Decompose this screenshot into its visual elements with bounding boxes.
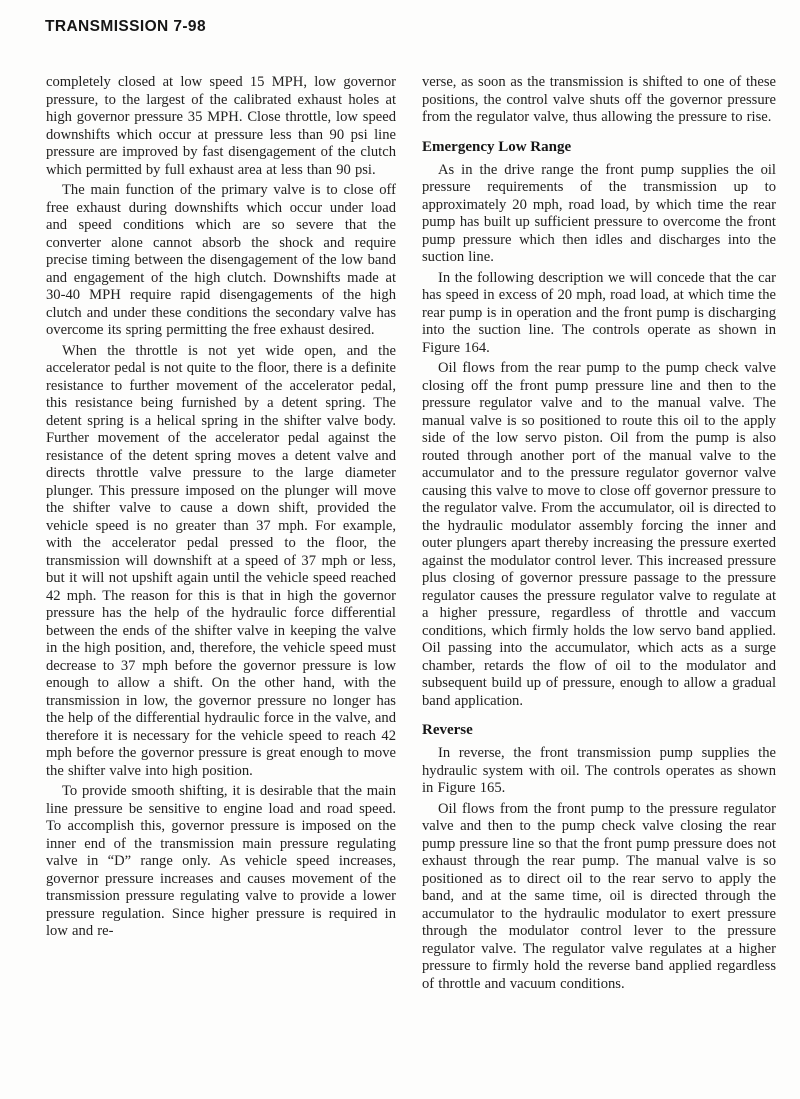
paragraph-smooth-shifting: To provide smooth shifting, it is desirable that the main line pressure be sensitive to engine load and road speed. To accomplish this, governor pressure is imposed on the inner end of the transmission main pressure regulating valve in “D” range only. As vehicle speed increases, governor pressure increases and causes movement of the transmission pressure regulating valve to provide a lower pressure regulation. Since higher pressure is required in low and re- bbox=[46, 783, 396, 939]
paragraph-following-description: In the following description we will concede that the car has speed in excess of 20 mph, road load, at which time the rear pump is in operation and the front pump is discharging into the suction line. The controls operate as shown in Figure 164. bbox=[422, 269, 776, 356]
paragraph-detent-spring: When the throttle is not yet wide open, and the accelerator pedal is not quite to the floor, there is a definite resistance to further movement of the accelerator pedal, this resistance being furnished by a detent spring. The detent spring is a helical spring in the shifter valve body. Further movement of the accelerator pedal against the resistance of the detent spring moves a detent valve and directs throttle valve pressure to the large diameter plunger. This pressure imposed on the plunger will move the shifter valve to cause a down shift, provided the vehicle speed is no greater than 37 mph. For example, with the accelerator pedal pressed to the floor, the transmission will downshift at a speed of 37 mph or less, but it will not upshift again until the vehicle speed reached 42 mph. The reason for this is that in high the governor pressure has the help of the hydraulic force differential between the ends of the shifter valve in keeping the valve in the high position, and, therefore, the vehicle speed must decrease to 37 mph before the governor pressure is low enough to allow a shift. On the other hand, with the transmission in low, the governor pressure no longer has the help of the differential hydraulic force in the valve, and therefore it is necessary for the vehicle speed to reach 42 mph before the governor pressure is great enough to move the shifter valve into high position. bbox=[46, 342, 396, 779]
page-header: TRANSMISSION 7-98 bbox=[45, 18, 206, 35]
section-heading-reverse: Reverse bbox=[422, 722, 473, 738]
paragraph-reverse-front-pump: In reverse, the front transmission pump supplies the hydraulic system with oil. The controls operates as shown in Figure 165. bbox=[422, 745, 776, 796]
paragraph-continued-from-previous-page: completely closed at low speed 15 MPH, low governor pressure, to the largest of the calibrated exhaust holes at high governor pressure 35 MPH. Close throttle, low speed downshifts which occur at pressure less than 90 psi line pressure are improved by fast disengagement of the clutch which permitted by full exhaust area at less than 90 psi. bbox=[46, 74, 396, 178]
right-column bbox=[422, 74, 776, 993]
left-column bbox=[46, 74, 396, 941]
paragraph-continued-from-left-column: verse, as soon as the transmission is shifted to one of these positions, the control valve shuts off the governor pressure from the regulator valve, thus allowing the pressure to rise. bbox=[422, 74, 776, 125]
paragraph-drive-range-front-pump: As in the drive range the front pump supplies the oil pressure requirements of the transmission up to approximately 20 mph, road load, by which time the rear pump has built up sufficient pressure to overcome the front pump pressure which then idles and discharges into the suction line. bbox=[422, 161, 776, 265]
paragraph-oil-flow-rear-pump: Oil flows from the rear pump to the pump check valve closing off the front pump pressure line and then to the pressure regulator valve and to the manual valve. The manual valve is so positioned to route this oil to the apply side of the low servo piston. Oil from the pump is also routed through another port of the manual valve to the accumulator and to the pressure regulator governor valve causing this valve to move to close off governor pressure to the regulator valve. From the accumulator, oil is directed to the hydraulic modulator assembly forcing the inner and outer plungers apart thereby increasing the pressure exerted against the modulator control lever. This increased pressure plus closing of governor pressure passage to the pressure regulator causes the pressure regulator valve to regulate at a higher pressure, regardless of throttle and vaccum conditions, which firmly holds the low servo band applied. Oil passing into the accumulator, which acts as a surge chamber, retards the flow of oil to the modulator and subsequent build up of pressure, enough to allow a gradual band application. bbox=[422, 360, 776, 709]
paragraph-oil-flow-front-pump: Oil flows from the front pump to the pressure regulator valve and then to the pump check valve closing the rear pump pressure line so that the front pump pressure does not exhaust through the rear pump. The manual valve is so positioned as to direct oil to the rear servo to apply the band, and at the same time, oil is directed through the accumulator to the hydraulic modulator to exert pressure through the modulator control lever to the pressure regulator valve. The regulator valve regulates at a higher pressure to firmly hold the reverse band applied regardless of throttle and vacuum conditions. bbox=[422, 800, 776, 992]
paragraph-primary-valve-function: The main function of the primary valve is to close off free exhaust during downshifts which occur under load and speed conditions which are so severe that the converter alone cannot absorb the shock and require precise timing between the disengagement of the low band and engagement of the high clutch. Downshifts made at 30-40 MPH require rapid disengagements of the high clutch and under these conditions the secondary valve has overcome its spring permitting the free exhaust desired. bbox=[46, 182, 396, 338]
section-heading-emergency-low-range: Emergency Low Range bbox=[422, 138, 572, 155]
